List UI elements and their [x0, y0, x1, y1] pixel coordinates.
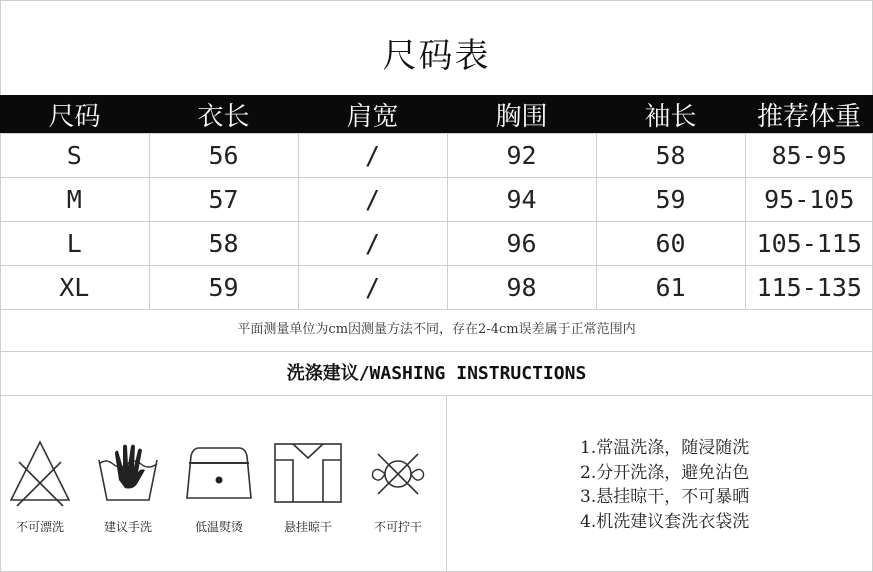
table-cell: 92	[447, 134, 596, 178]
table-row	[0, 222, 873, 266]
table-cell: 58	[596, 134, 745, 178]
table-header-row	[0, 95, 873, 134]
care-item-no-wring	[360, 438, 436, 534]
table-cell: S	[0, 134, 149, 178]
table-cell: 98	[447, 266, 596, 310]
header-size: 尺码	[0, 95, 149, 134]
page-title: 尺码表	[382, 36, 491, 76]
low-iron-icon	[183, 438, 255, 508]
care-item-hand-wash	[90, 438, 166, 534]
no-wring-icon	[365, 438, 431, 508]
care-item-low-iron	[181, 438, 257, 534]
care-label: 不可拧干	[373, 520, 422, 534]
table-cell: 56	[149, 134, 298, 178]
care-label: 低温熨烫	[194, 520, 243, 534]
table-cell: 57	[149, 178, 298, 222]
washing-title: 洗涤建议/WASHING INSTRUCTIONS	[0, 352, 873, 396]
table-cell: 85-95	[745, 134, 873, 178]
hang-dry-icon	[271, 438, 345, 508]
table-cell: 94	[447, 178, 596, 222]
care-label: 建议手洗	[103, 520, 152, 534]
table-row	[0, 266, 873, 310]
table-cell: /	[298, 134, 447, 178]
table-cell: 115-135	[745, 266, 873, 310]
care-item-no-bleach	[2, 438, 78, 534]
table-row	[0, 178, 873, 222]
instruction-item: 2.分开洗涤，避免沾色	[580, 462, 750, 483]
section-divider	[446, 396, 447, 572]
washing-instructions	[580, 436, 749, 534]
table-cell: XL	[0, 266, 149, 310]
table-cell: M	[0, 178, 149, 222]
table-cell: 95-105	[745, 178, 873, 222]
header-shoulder: 肩宽	[298, 95, 447, 134]
hand-wash-icon	[93, 438, 163, 508]
instruction-item: 1.常温洗涤，随浸随洗	[580, 438, 750, 458]
table-cell: 58	[149, 222, 298, 266]
header-length: 衣长	[149, 95, 298, 134]
table-cell: 96	[447, 222, 596, 266]
table-cell: /	[298, 178, 447, 222]
header-sleeve: 袖长	[596, 95, 745, 134]
table-cell: 61	[596, 266, 745, 310]
instruction-item: 3.悬挂晾干，不可暴晒	[580, 487, 750, 507]
table-cell: 105-115	[745, 222, 873, 266]
instruction-item: 4.机洗建议套洗衣袋洗	[580, 511, 750, 532]
header-weight: 推荐体重	[745, 95, 873, 134]
table-cell: 59	[596, 178, 745, 222]
table-cell: /	[298, 222, 447, 266]
size-table	[0, 95, 873, 310]
table-cell: 60	[596, 222, 745, 266]
table-row	[0, 134, 873, 178]
care-label: 悬挂晾干	[283, 520, 332, 534]
measurement-note: 平面测量单位为cm因测量方法不同，存在2-4cm误差属于正常范围内	[0, 309, 873, 352]
table-cell: 59	[149, 266, 298, 310]
no-bleach-icon	[7, 438, 73, 508]
table-cell: /	[298, 266, 447, 310]
table-cell: L	[0, 222, 149, 266]
header-chest: 胸围	[447, 95, 596, 134]
care-label: 不可漂洗	[15, 520, 64, 534]
care-item-hang-dry	[270, 438, 346, 534]
